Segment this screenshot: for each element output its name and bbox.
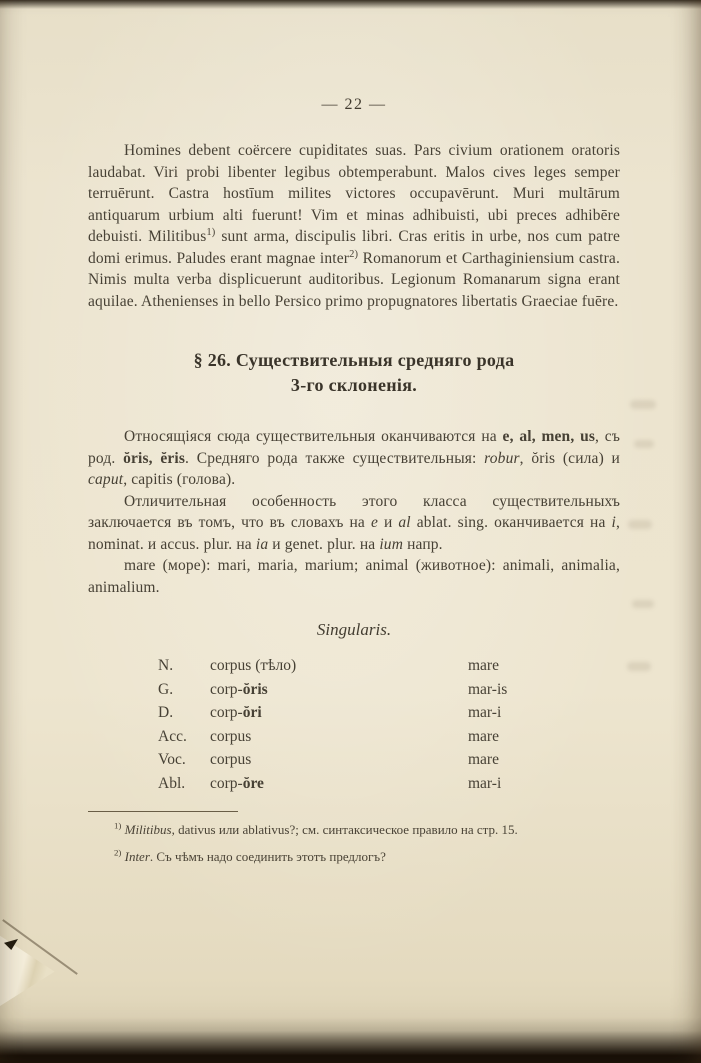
scan-edge-top [0,0,701,9]
mare-form: mar-i [468,704,502,721]
case-label: N. [158,657,174,674]
section-heading [88,348,620,398]
case-label: D. [158,704,174,721]
corpus-form: corp-ŏri [210,704,262,721]
corpus-form: corpus [210,727,252,745]
case-label: Abl. [158,774,186,792]
ink-bleed-smudge [630,400,656,409]
table-row [158,748,507,772]
footnote-rule [88,811,238,812]
corpus-form: corpus [210,751,252,768]
latin-exercise-paragraph: Homines debent coërcere cupiditates suas. Pars civium orationem oratoris laudabat. Viri probi libenter legibus obtemperabunt. Malos cives leges semper terruērunt. Castra hostīum milites victores occupavērunt. Muri multārum antiquarum urbium alti fuerunt! Vim et minas adhibuisti, ubi preces adhibēre debuisti. Militibus$^{1)}$ sunt arma, discipulis libri. Cras eritis in urbe, nos cum patre domi erimus. Paludes erant magnae inter$^{2)}$ Romanorum et Carthaginiensium castra. Nimis multa verba displicuerunt auditoribus. Legionum Romanarum signa erant aquilae. Athenienses in bello Persico primo propugnatores libertatis Graeciae fuēre. [88,142,620,310]
table-row [158,678,507,702]
singularis-heading: Singularis. [316,620,392,639]
page-content [88,96,620,865]
mare-form: mar-i [468,774,502,792]
mare-form: mare [468,727,499,745]
corpus-form: corp-ŏre [210,774,264,792]
paragraph-examples: mare (море): mari, maria, marium; animal (животное): animali, animalia, animalium. [88,557,620,596]
table-row [158,701,507,725]
table-row [158,654,507,678]
mare-form: mar-is [468,680,508,698]
paragraph-declension-rule: Отличительная особенность этого класса существительныхъ заключается въ томъ, что въ словахъ на e и al ablat. sing. оканчивается на i, nominat. и accus. plur. на ia и genet. plur. на ium напр. [88,492,620,553]
table-row [158,772,507,796]
case-label: Voc. [158,751,186,768]
corpus-form: corp-ŏris [210,680,268,698]
page-number: — 22 — [321,96,387,113]
ink-bleed-smudge [634,440,654,448]
case-label: Acc. [158,727,187,745]
footnote-1: $^{1)}$ Militibus, dativus или ablativus?; см. синтаксическое правило на стр. 15. [114,820,518,837]
section-heading-line-2: 3-го склоненія. [290,375,418,395]
declension-table [158,654,507,795]
ink-bleed-smudge [628,520,652,529]
footnote-2: $^{2)}$ Inter. Съ чѣмъ надо соединить этотъ предлогъ? [114,847,386,864]
case-label: G. [158,680,174,698]
ink-bleed-smudge [632,600,654,608]
mare-form: mare [468,751,499,768]
paragraph-noun-endings: Относящіяся сюда существительныя оканчиваются на e, al, men, us, съ род. ŏris, ĕris. Средняго рода также существительныя: robur, ŏris (сила) и caput, capitis (голова). [88,428,621,488]
mare-form: mare [468,657,499,674]
corpus-form: corpus (тѣло) [210,657,297,674]
section-heading-line-1: § 26. Существительныя средняго рода [193,350,515,370]
scan-edge-bottom [0,1017,701,1063]
ink-bleed-smudge [627,662,651,671]
table-row [158,725,507,749]
